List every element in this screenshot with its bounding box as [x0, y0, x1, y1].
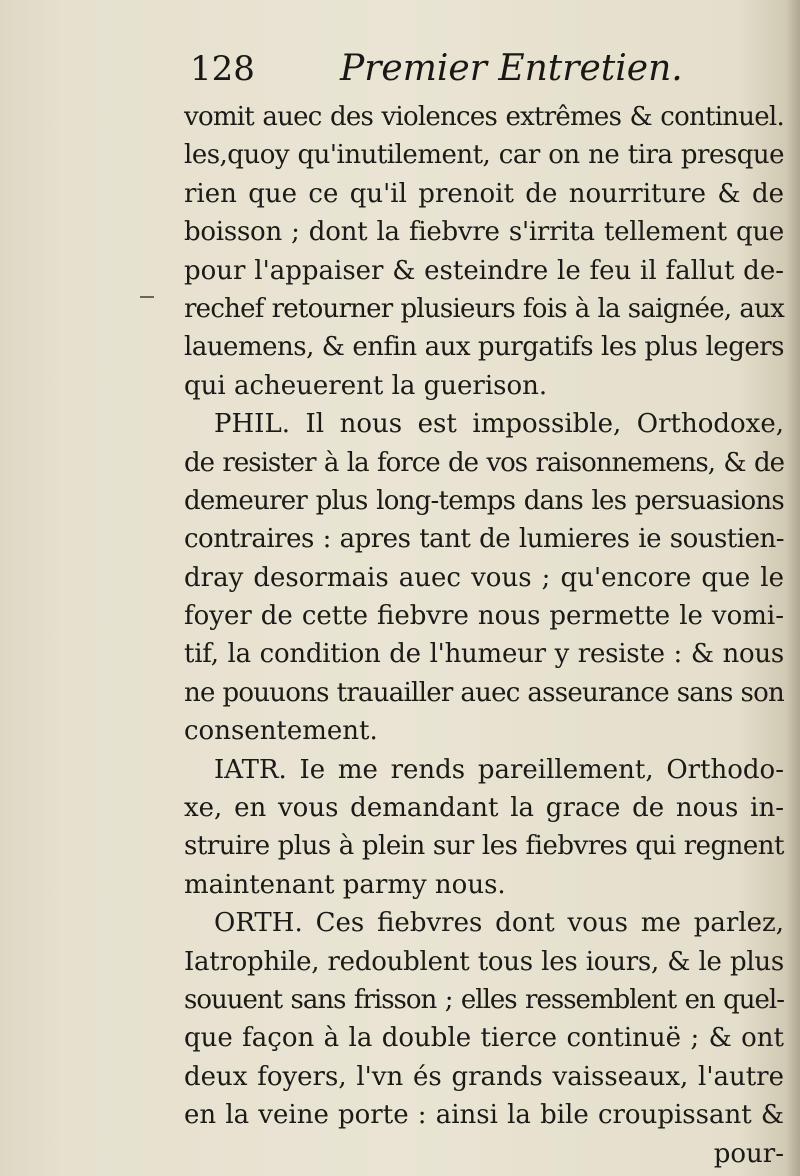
text-line: pour l'appaiser & esteindre le feu il fallut de-: [184, 255, 784, 286]
running-head: [190, 44, 780, 94]
text-line: dray desormais auec vous ; qu'encore que le: [184, 562, 784, 593]
text-line: les,quoy qu'inutilement, car on ne tira presque: [184, 140, 784, 171]
text-line: ORTH. Ces fiebvres dont vous me parlez,: [214, 908, 784, 939]
text-line: foyer de cette fiebvre nous permette le vomi-: [184, 601, 784, 632]
text-line: struire plus à plein sur les fiebvres qui regnent: [184, 831, 784, 862]
text-line: PHIL. Il nous est impossible, Orthodoxe,: [214, 409, 784, 440]
text-line: de resister à la force de vos raisonnemens, & de: [184, 447, 784, 478]
text-line: souuent sans frisson ; elles ressemblent en quel-: [184, 984, 784, 1015]
text-line: boisson ; dont la fiebvre s'irrita tellement que: [184, 217, 784, 248]
text-line: maintenant parmy nous.: [184, 869, 506, 900]
text-line: IATR. Ie me rends pareillement, Orthodo-: [214, 754, 784, 785]
body-text: [184, 98, 784, 1173]
text-line: contraires : apres tant de lumieres ie soustien-: [184, 524, 784, 555]
text-line: vomit auec des violences extrêmes & continuel.: [184, 102, 784, 132]
text-line: en la veine porte : ainsi la bile croupissant &: [184, 1100, 784, 1131]
text-line: deux foyers, l'vn és grands vaisseaux, l'autre: [184, 1061, 784, 1092]
text-line: ne pouuons trauailler auec asseurance sans son: [184, 677, 784, 708]
running-title: Premier Entretien.: [340, 48, 683, 89]
page-number: 128: [190, 49, 255, 89]
text-line: Iatrophile, redoublent tous les iours, & le plus: [184, 946, 784, 977]
text-line: consentement.: [184, 716, 378, 747]
text-line: rien que ce qu'il prenoit de nourriture & de: [184, 178, 784, 209]
catchword: pour-: [713, 1138, 784, 1169]
text-line: xe, en vous demandant la grace de nous in-: [184, 793, 784, 824]
text-line: tif, la condition de l'humeur y resiste : & nous: [184, 639, 784, 670]
text-line: que façon à la double tierce continuë ; & ont: [184, 1023, 784, 1054]
text-line: qui acheuerent la guerison.: [184, 370, 548, 401]
margin-mark: [140, 296, 154, 298]
text-line: lauemens, & enfin aux purgatifs les plus legers: [184, 332, 784, 363]
text-line: demeurer plus long-temps dans les persuasions: [184, 485, 784, 516]
text-line: rechef retourner plusieurs fois à la saignée, aux: [184, 293, 784, 324]
